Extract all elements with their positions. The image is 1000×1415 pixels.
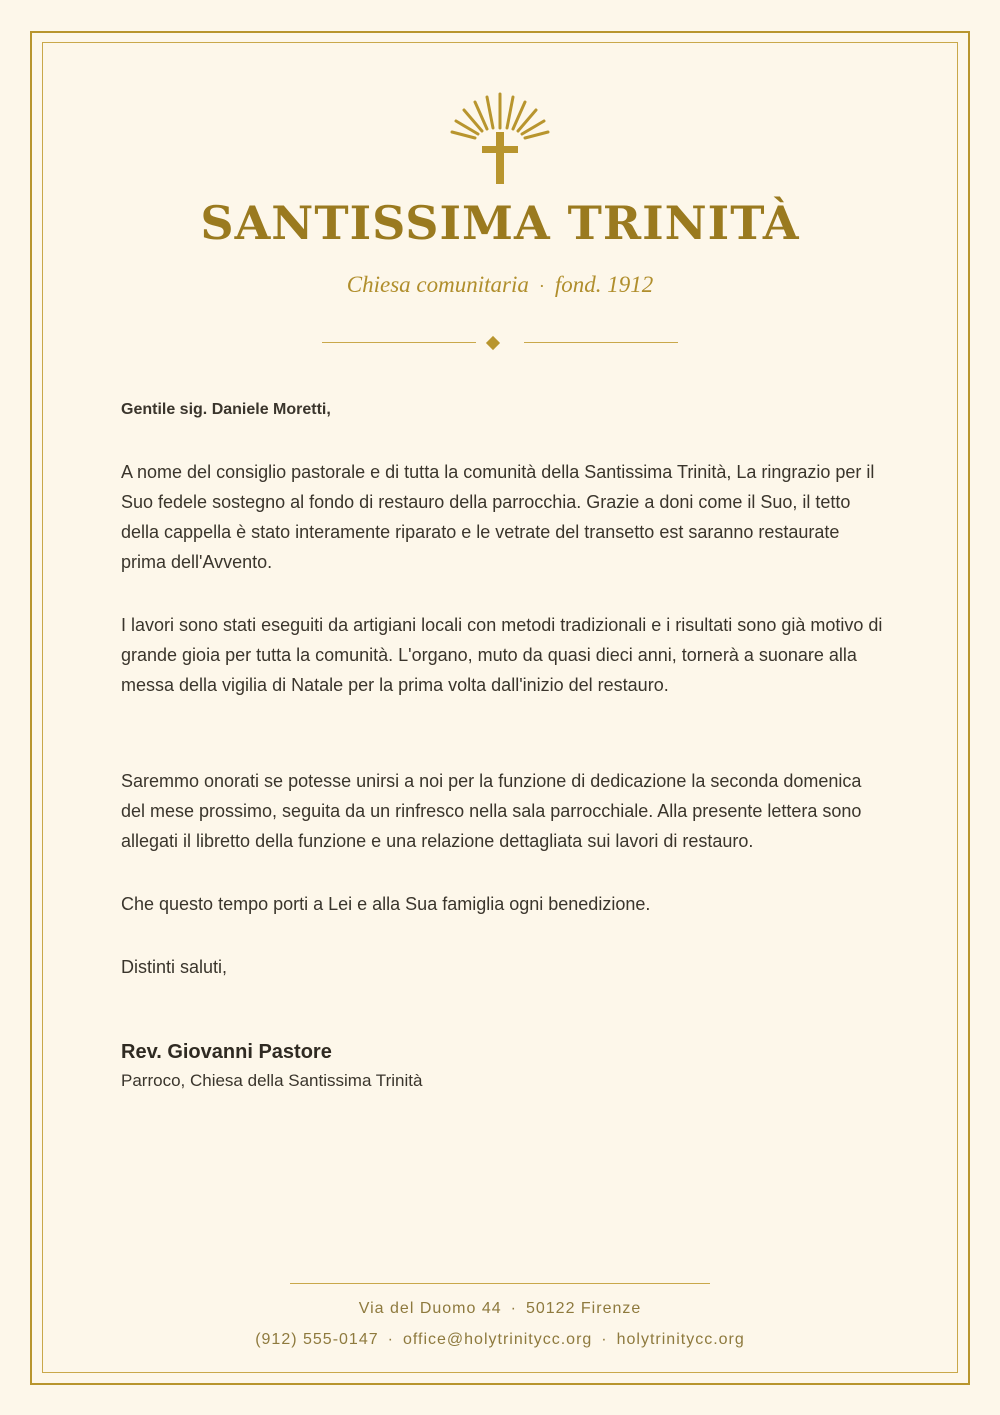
footer-contact-line (0, 1331, 1000, 1349)
footer-website: holytrinitycc.org (616, 1331, 745, 1348)
footer-separator: · (510, 1300, 517, 1317)
paragraph-thanks: A nome del consiglio pastorale e di tutta la comunità della Santissima Trinità, La ringrazio per il Suo fedele sostegno al fondo di restauro della parrocchia. Grazie a doni come il Suo, il tetto della cappella è stato interamente riparato e le vetrate del transetto est saranno restaurate prima dell'Avvento. (121, 462, 875, 572)
paragraph-invitation: Saremmo onorati se potesse unirsi a noi per la funzione di dedicazione la seconda domenica del mese prossimo, seguita da un rinfresco nella sala parrocchiale. Alla presente lettera sono allegati il libretto della funzione e una relazione dettagliata sui lavori di restauro. (121, 771, 862, 851)
closing: Distinti saluti, (121, 957, 228, 977)
footer-phone: (912) 555-0147 (255, 1331, 379, 1348)
footer-address-line (0, 1300, 1000, 1318)
footer-address: Via del Duomo 44 (358, 1300, 502, 1317)
cross-with-sunrays-icon (450, 92, 550, 188)
footer-city: 50122 Firenze (525, 1300, 642, 1317)
divider-line-right (524, 342, 678, 343)
signature-name: Rev. Giovanni Pastore (121, 1041, 332, 1063)
paragraph-works: I lavori sono stati eseguiti da artigiani locali con metodi tradizionali e i risultati sono già motivo di grande gioia per tutta la comunità. L'organo, muto da quasi dieci anni, tornerà a suonare alla messa della vigilia di Natale per la prima volta dall'inizio del restauro. (121, 615, 883, 695)
footer-separator: · (387, 1331, 394, 1348)
footer-separator: · (601, 1331, 608, 1348)
salutation: Gentile sig. Daniele Moretti, (121, 401, 331, 418)
letter-body (121, 395, 883, 1096)
church-name-heading: SANTISSIMA TRINITÀ (200, 196, 800, 250)
paragraph-blessing: Che questo tempo porti a Lei e alla Sua famiglia ogni benedizione. (121, 894, 651, 914)
footer-email: office@holytrinitycc.org (402, 1331, 593, 1348)
signature-title: Parroco, Chiesa della Santissima Trinità (121, 1071, 423, 1090)
tagline (0, 272, 1000, 298)
tagline-separator: · (538, 276, 545, 296)
tagline-founded: fond. 1912 (554, 272, 654, 297)
divider-line-left (322, 342, 476, 343)
tagline-community: Chiesa comunitaria (346, 272, 529, 297)
footer-divider (290, 1283, 710, 1284)
